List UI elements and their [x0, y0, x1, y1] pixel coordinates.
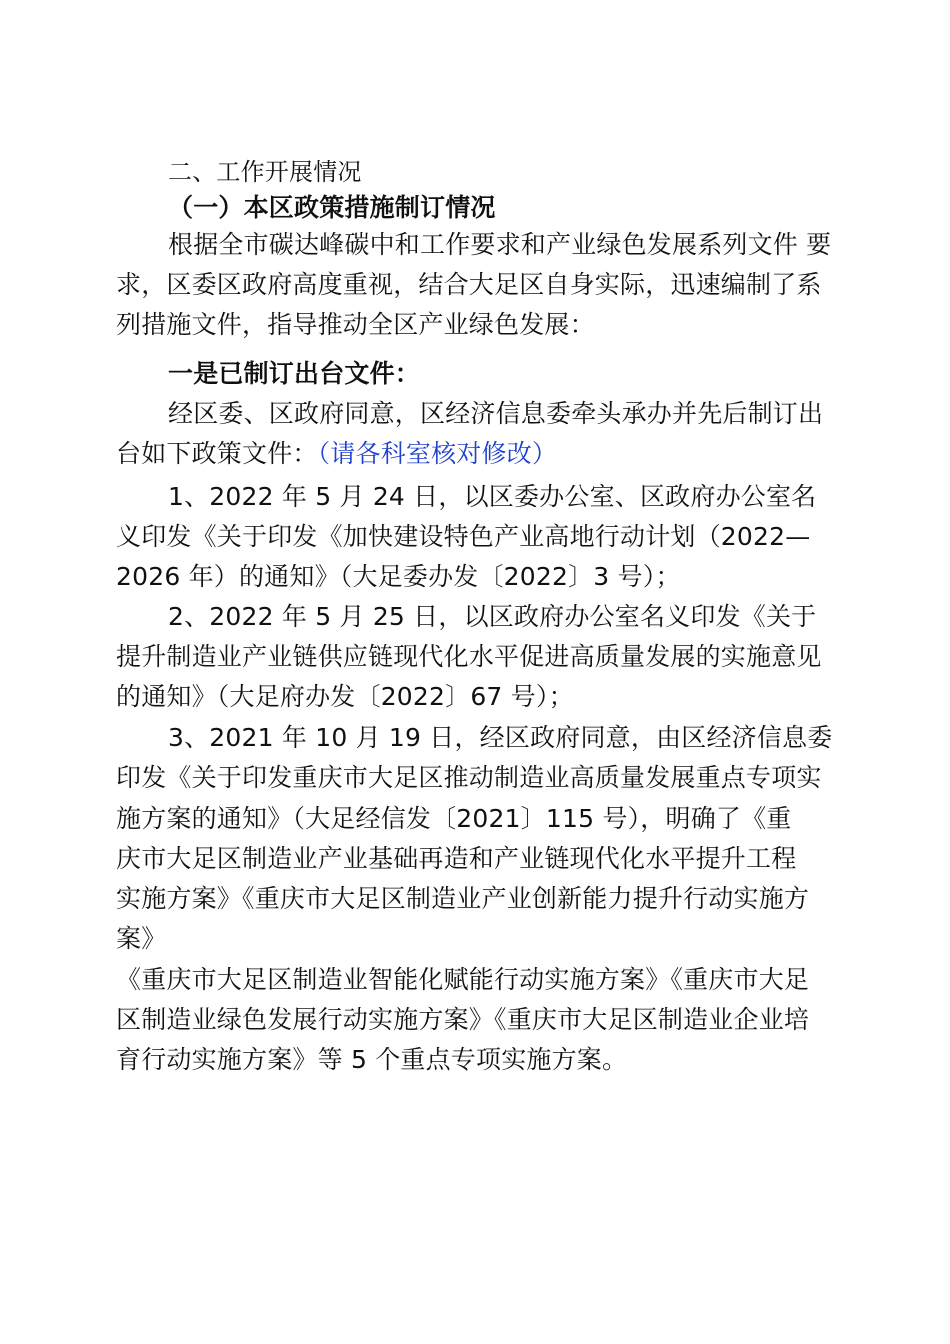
item-1-line: 2026 年）的通知》（大足委办发〔2022〕3 号）； [116, 562, 681, 591]
item-3-line: 育行动实施方案》等 5 个重点专项实施方案。 [116, 1045, 628, 1074]
item-3-line: 庆市大足区制造业产业基础再造和产业链现代化水平提升工程 [116, 844, 797, 873]
review-note: （请各科室核对修改） [317, 439, 558, 468]
item-3-line: 3、2021 年 10 月 19 日，经区政府同意，由区经济信息委 [168, 723, 833, 752]
item-3-line: 印发《关于印发重庆市大足区推动制造业高质量发展重点专项实 [116, 763, 822, 792]
intro-line: 根据全市碳达峰碳中和工作要求和产业绿色发展系列文件 要 [168, 230, 832, 259]
subheading-issued-documents: 一是已制订出台文件： [168, 359, 421, 388]
paragraph-line [116, 438, 557, 470]
item-3-line: 施方案的通知》（大足经信发〔2021〕115 号），明确了《重 [116, 804, 792, 833]
item-1-line: 义印发《关于印发《加快建设特色产业高地行动计划（2022— [116, 522, 811, 551]
section-heading: 二、工作开展情况 [168, 158, 362, 186]
paragraph-text: 台如下政策文件： [116, 439, 318, 468]
intro-line: 列措施文件，指导推动全区产业绿色发展： [116, 310, 595, 339]
item-3-line: 《重庆市大足区制造业智能化赋能行动实施方案》《重庆市大足 [116, 965, 810, 994]
item-2-line: 2、2022 年 5 月 25 日，以区政府办公室名义印发《关于 [168, 602, 817, 631]
paragraph-line: 经区委、区政府同意，区经济信息委牵头承办并先后制订出 [168, 399, 824, 428]
item-3-line: 实施方案》《重庆市大足区制造业产业创新能力提升行动实施方 [116, 884, 810, 913]
item-3-line: 区制造业绿色发展行动实施方案》《重庆市大足区制造业企业培 [116, 1005, 810, 1034]
intro-line: 求，区委区政府高度重视，结合大足区自身实际，迅速编制了系 [116, 270, 822, 299]
item-3-line: 案》 [116, 924, 167, 953]
item-1-line: 1、2022 年 5 月 24 日，以区委办公室、区政府办公室名 [168, 482, 817, 511]
item-2-line: 的通知》（大足府办发〔2022〕67 号）； [116, 682, 574, 711]
item-2-line: 提升制造业产业链供应链现代化水平促进高质量发展的实施意见 [116, 642, 822, 671]
subsection-heading: （一）本区政策措施制订情况 [168, 193, 496, 222]
